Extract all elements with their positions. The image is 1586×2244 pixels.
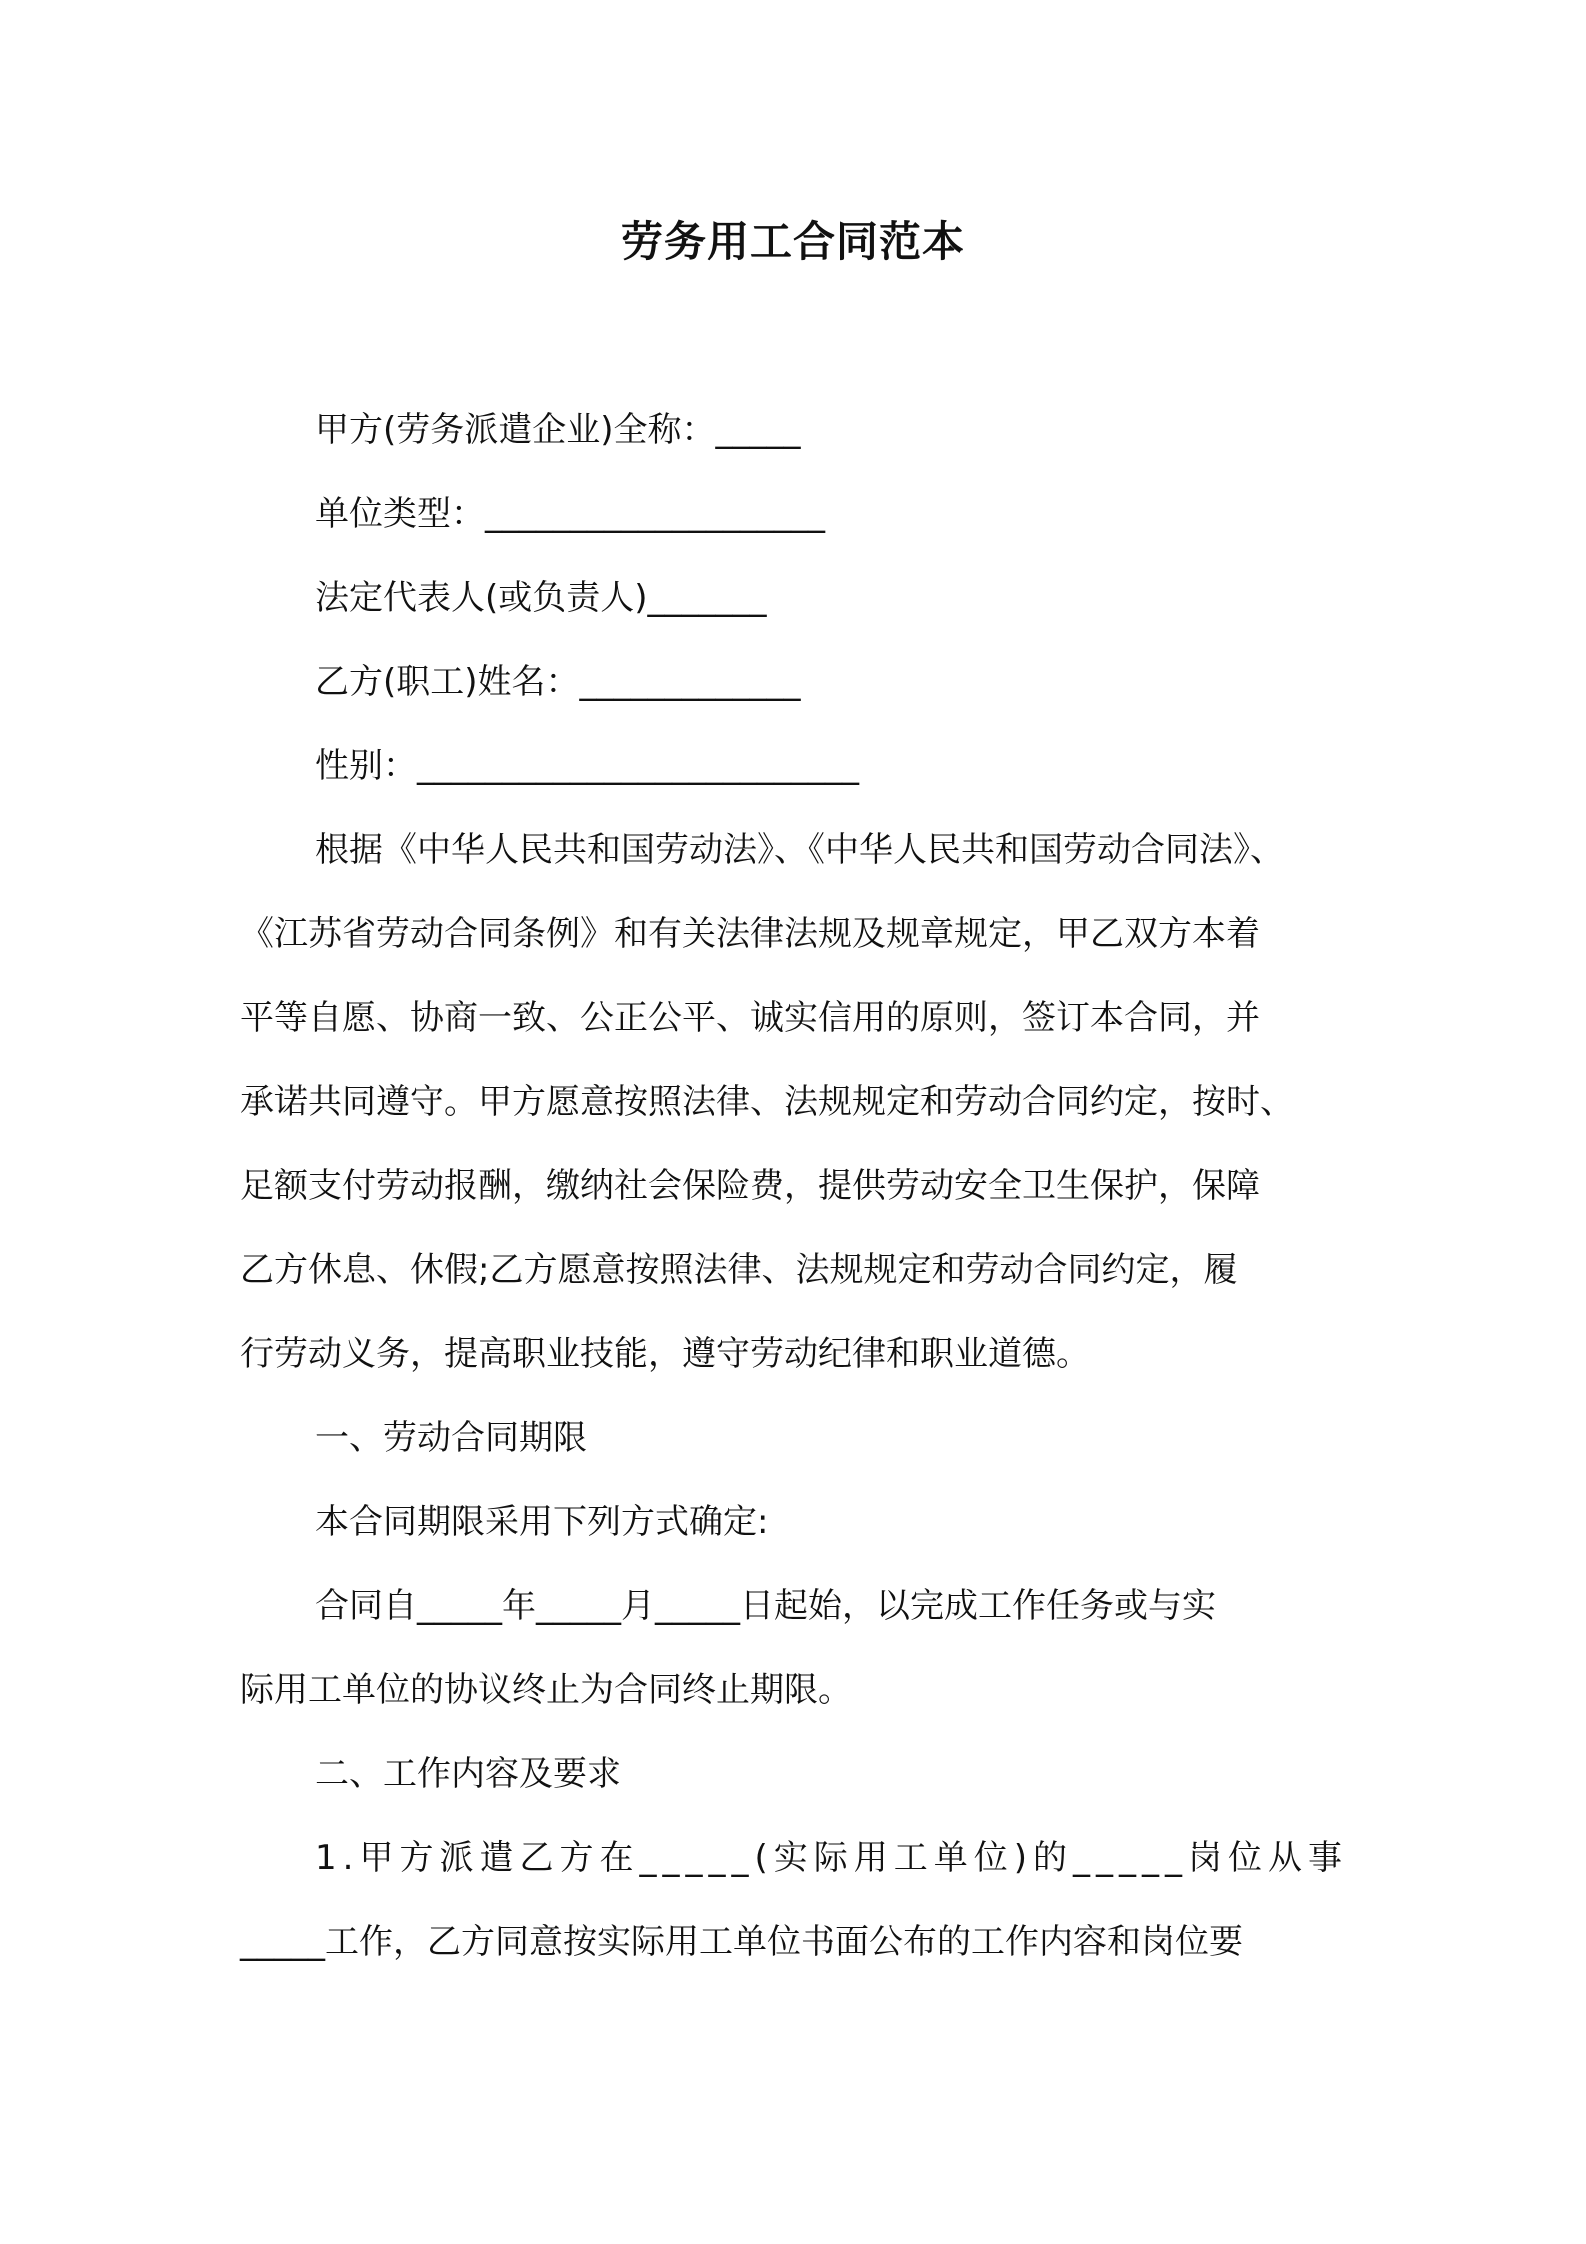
term-start-line: 合同自_____年_____月_____日起始，以完成工作任务或与实 (315, 1586, 1216, 1626)
document-title: 劳务用工合同范本 (620, 217, 965, 266)
preamble-line: 《江苏省劳动合同条例》和有关法律法规及规章规定，甲乙双方本着 (240, 914, 1260, 954)
preamble-line: 平等自愿、协商一致、公正公平、诚实信用的原则，签订本合同，并 (240, 998, 1260, 1038)
gender-line: 性别：__________________________ (315, 746, 859, 786)
preamble-line: 乙方休息、休假;乙方愿意按照法律、法规规定和劳动合同约定，履 (240, 1250, 1238, 1290)
work-assignment-line: _____工作，乙方同意按实际用工单位书面公布的工作内容和岗位要 (240, 1922, 1243, 1962)
preamble-line: 承诺共同遵守。甲方愿意按照法律、法规规定和劳动合同约定，按时、 (240, 1082, 1294, 1122)
preamble-line: 足额支付劳动报酬，缴纳社会保险费，提供劳动安全卫生保护，保障 (240, 1166, 1260, 1206)
work-assignment-line: 1.甲方派遣乙方在_____(实际用工单位)的_____岗位从事 (315, 1838, 1348, 1878)
party-b-name-line: 乙方(职工)姓名：_____________ (315, 662, 801, 702)
section-heading-work: 二、工作内容及要求 (315, 1754, 621, 1794)
section-heading-term: 一、劳动合同期限 (315, 1418, 587, 1458)
preamble-line: 根据《中华人民共和国劳动法》、《中华人民共和国劳动合同法》、 (315, 830, 1284, 870)
term-method-line: 本合同期限采用下列方式确定: (315, 1502, 769, 1542)
term-end-line: 际用工单位的协议终止为合同终止期限。 (240, 1670, 852, 1710)
legal-representative-line: 法定代表人(或负责人)_______ (315, 578, 767, 618)
preamble-line: 行劳动义务，提高职业技能，遵守劳动纪律和职业道德。 (240, 1334, 1090, 1374)
party-a-name-line: 甲方(劳务派遣企业)全称：_____ (315, 410, 801, 450)
unit-type-line: 单位类型：____________________ (315, 494, 825, 534)
